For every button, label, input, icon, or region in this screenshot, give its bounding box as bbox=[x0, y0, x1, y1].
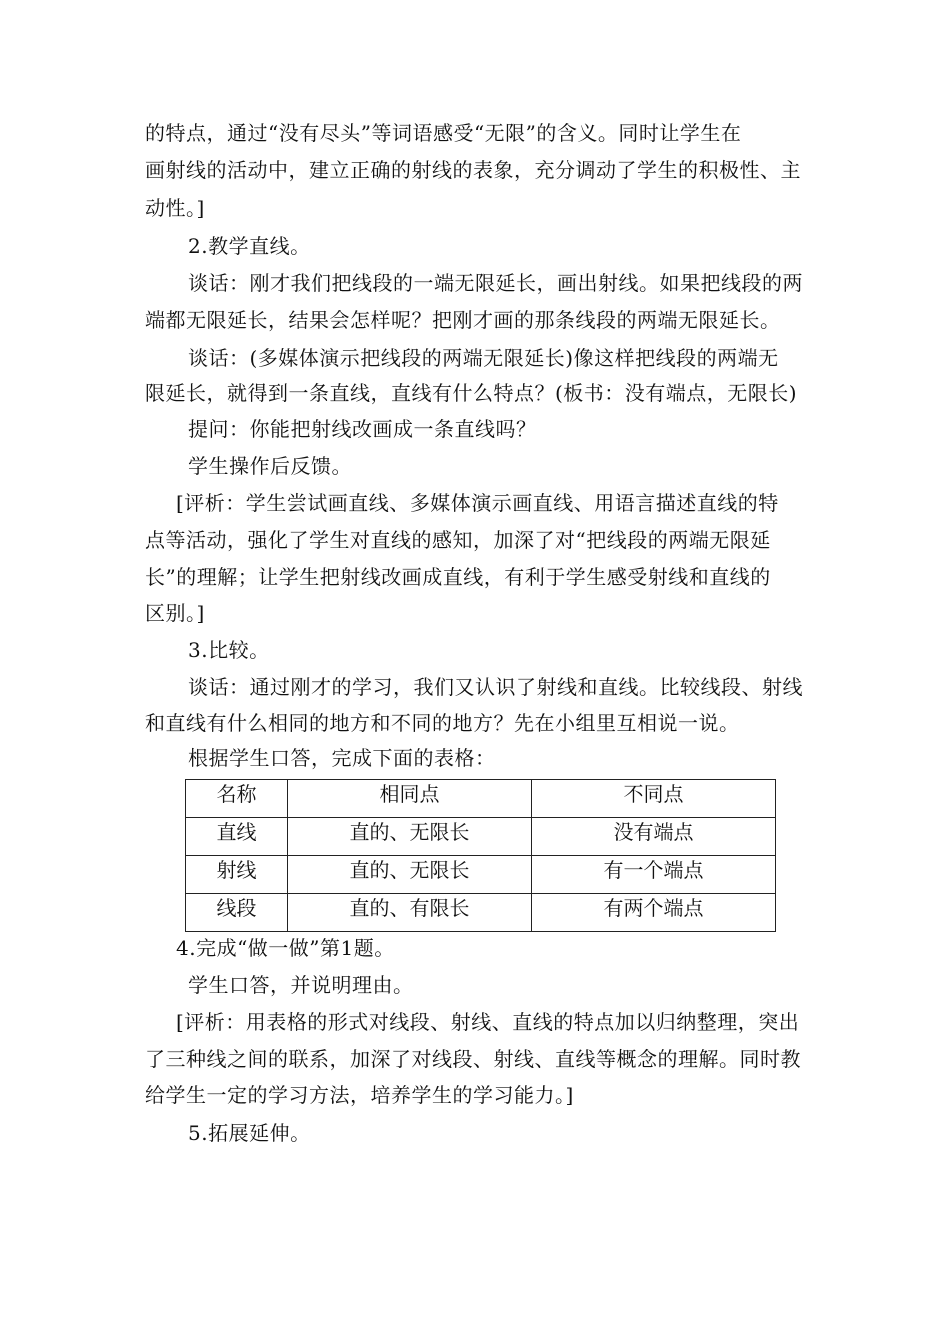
table-cell: 没有端点 bbox=[532, 818, 776, 856]
comparison-table bbox=[185, 779, 776, 932]
table-cell: 有一个端点 bbox=[532, 856, 776, 894]
paragraph-line: 学生口答，并说明理由。 bbox=[188, 973, 414, 997]
table-cell: 有两个端点 bbox=[532, 894, 776, 932]
paragraph-line: 画射线的活动中，建立正确的射线的表象，充分调动了学生的积极性、主 bbox=[145, 158, 801, 182]
paragraph-line: 的特点，通过“没有尽头”等词语感受“无限”的含义。同时让学生在 bbox=[145, 121, 742, 145]
paragraph-line: 给学生一定的学习方法，培养学生的学习能力。] bbox=[145, 1083, 574, 1107]
paragraph-line: 端都无限延长，结果会怎样呢？把刚才画的那条线段的两端无限延长。 bbox=[145, 308, 781, 332]
paragraph-line: [评析：学生尝试画直线、多媒体演示画直线、用语言描述直线的特 bbox=[176, 491, 779, 515]
paragraph-line: 谈话：通过刚才的学习，我们又认识了射线和直线。比较线段、射线 bbox=[188, 675, 803, 699]
paragraph-line: 提问：你能把射线改画成一条直线吗？ bbox=[188, 417, 537, 441]
paragraph-line: 谈话：(多媒体演示把线段的两端无限延长)像这样把线段的两端无 bbox=[188, 346, 779, 370]
paragraph-line: [评析：用表格的形式对线段、射线、直线的特点加以归纳整理，突出 bbox=[176, 1010, 800, 1034]
table-header-cell: 相同点 bbox=[288, 780, 532, 818]
table-header-cell: 不同点 bbox=[532, 780, 776, 818]
table-header-cell: 名称 bbox=[186, 780, 288, 818]
table-cell: 直的、无限长 bbox=[288, 856, 532, 894]
section-heading: 4.完成“做一做”第1题。 bbox=[176, 936, 395, 960]
paragraph-line: 长”的理解；让学生把射线改画成直线，有利于学生感受射线和直线的 bbox=[145, 565, 771, 589]
section-heading: 5.拓展延伸。 bbox=[188, 1121, 311, 1145]
paragraph-line: 了三种线之间的联系，加深了对线段、射线、直线等概念的理解。同时教 bbox=[145, 1047, 801, 1071]
table-cell: 直的、有限长 bbox=[288, 894, 532, 932]
paragraph-line: 谈话：刚才我们把线段的一端无限延长，画出射线。如果把线段的两 bbox=[188, 271, 803, 295]
table-row bbox=[186, 894, 776, 932]
table-cell: 线段 bbox=[186, 894, 288, 932]
table-header-row bbox=[186, 780, 776, 818]
table-cell: 射线 bbox=[186, 856, 288, 894]
table-row bbox=[186, 856, 776, 894]
paragraph-line: 区别。] bbox=[145, 601, 205, 625]
paragraph-line: 根据学生口答，完成下面的表格： bbox=[188, 746, 496, 770]
section-heading: 3.比较。 bbox=[188, 638, 270, 662]
paragraph-line: 学生操作后反馈。 bbox=[188, 454, 352, 478]
paragraph-line: 点等活动，强化了学生对直线的感知，加深了对“把线段的两端无限延 bbox=[145, 528, 771, 552]
table-row bbox=[186, 818, 776, 856]
section-heading: 2.教学直线。 bbox=[188, 234, 311, 258]
table-cell: 直线 bbox=[186, 818, 288, 856]
table-cell: 直的、无限长 bbox=[288, 818, 532, 856]
paragraph-line: 和直线有什么相同的地方和不同的地方？先在小组里互相说一说。 bbox=[145, 711, 740, 735]
paragraph-line: 限延长，就得到一条直线，直线有什么特点？(板书：没有端点，无限长) bbox=[145, 381, 798, 405]
paragraph-line: 动性。] bbox=[145, 196, 205, 220]
